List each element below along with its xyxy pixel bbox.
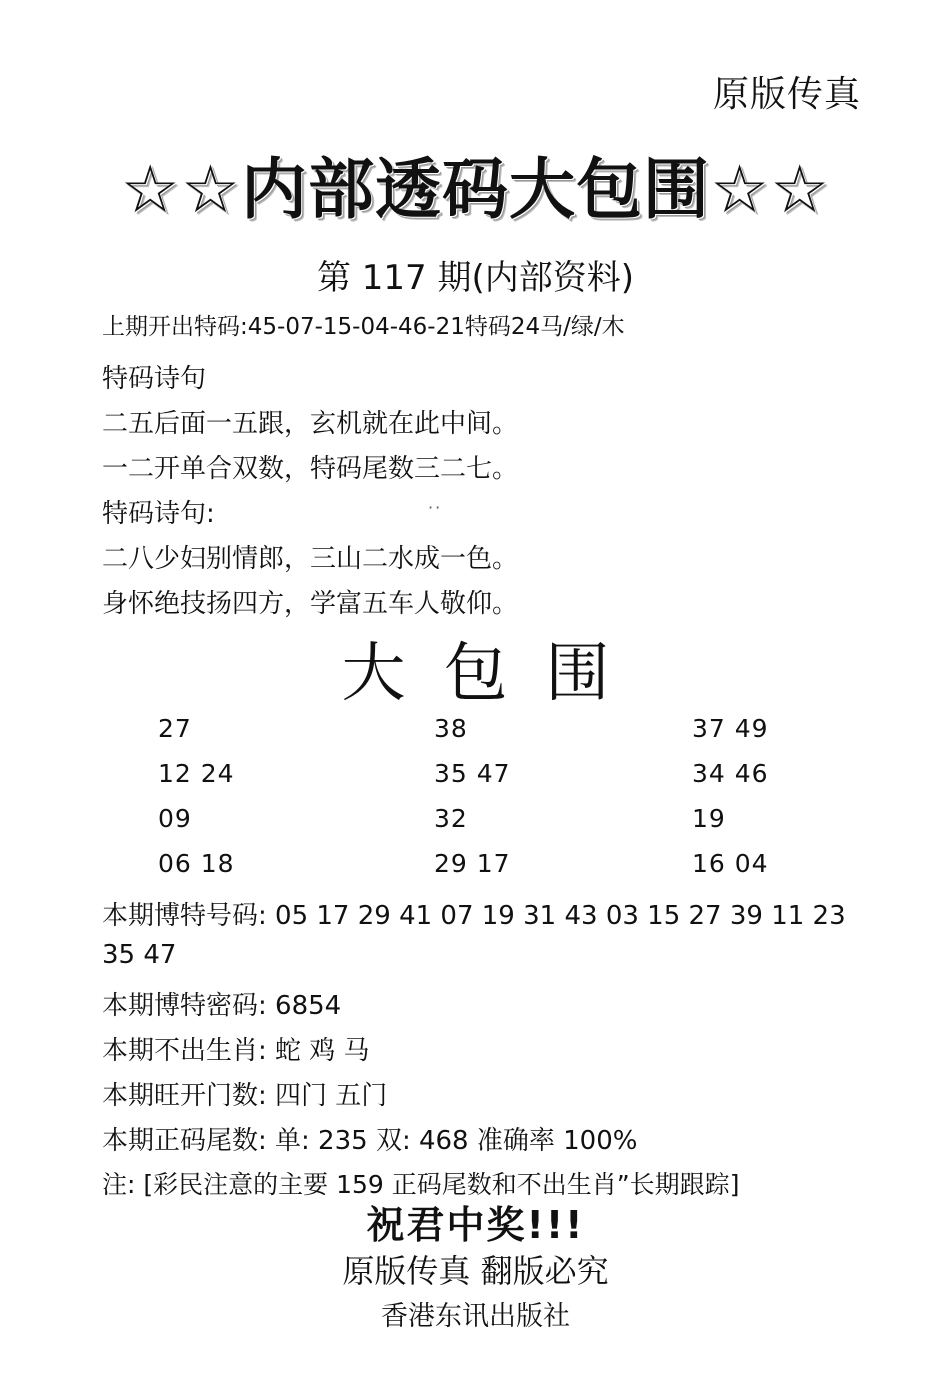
grid-cell: 38 xyxy=(434,714,468,743)
issue-number: 第 117 期(内部资料) xyxy=(316,258,635,298)
grid-cell: 19 xyxy=(692,804,726,833)
grid-cell: 16 04 xyxy=(692,849,769,878)
poem2-dots: ·· xyxy=(428,498,443,517)
rights-text: 原版传真 翻版必究 xyxy=(342,1252,609,1290)
grid-cell: 35 47 xyxy=(434,759,511,788)
tail-numbers-line: 本期正码尾数: 单: 235 双: 468 准确率 100% xyxy=(102,1126,638,1156)
grid-cell: 29 17 xyxy=(434,849,511,878)
poem2-line2: 身怀绝技扬四方，学富五车人敬仰。 xyxy=(102,589,519,619)
last-result-line: 上期开出特码:45-07-15-04-46-21特码24马/绿/木 xyxy=(102,314,625,340)
special-numbers-line2: 35 47 xyxy=(102,940,177,970)
gates-line: 本期旺开门数: 四门 五门 xyxy=(102,1081,388,1111)
grid-cell: 37 49 xyxy=(692,714,769,743)
no-zodiac-line: 本期不出生肖: 蛇 鸡 马 xyxy=(102,1036,370,1066)
headline-title: ☆☆内部透码大包围☆☆ xyxy=(120,151,831,228)
section-title: 大包围 xyxy=(341,637,648,711)
grid-cell: 06 18 xyxy=(158,849,235,878)
poem1-line1: 二五后面一五跟，玄机就在此中间。 xyxy=(102,409,519,439)
grid-cell: 12 24 xyxy=(158,759,235,788)
grid-cell: 27 xyxy=(158,714,192,743)
special-numbers-line1: 本期博特号码: 05 17 29 41 07 19 31 43 03 15 27 39 11 23 xyxy=(102,901,846,931)
grid-cell: 32 xyxy=(434,804,468,833)
wish-text: 祝君中奖!!! xyxy=(366,1203,585,1247)
poem2-line1: 二八少妇别情郎，三山二水成一色。 xyxy=(102,544,519,574)
poem1-label: 特码诗句 xyxy=(102,364,207,394)
poem2-label: 特码诗句: xyxy=(102,499,215,529)
publisher-text: 香港东讯出版社 xyxy=(381,1301,570,1332)
note-line: 注: [彩民注意的主要 159 正码尾数和不出生肖”长期跟踪] xyxy=(102,1170,740,1199)
grid-cell: 09 xyxy=(158,804,192,833)
top-right-label: 原版传真 xyxy=(712,74,861,115)
grid-cell: 34 46 xyxy=(692,759,769,788)
secret-code-line: 本期博特密码: 6854 xyxy=(102,991,342,1021)
poem1-line2: 一二开单合双数，特码尾数三二七。 xyxy=(102,454,519,484)
